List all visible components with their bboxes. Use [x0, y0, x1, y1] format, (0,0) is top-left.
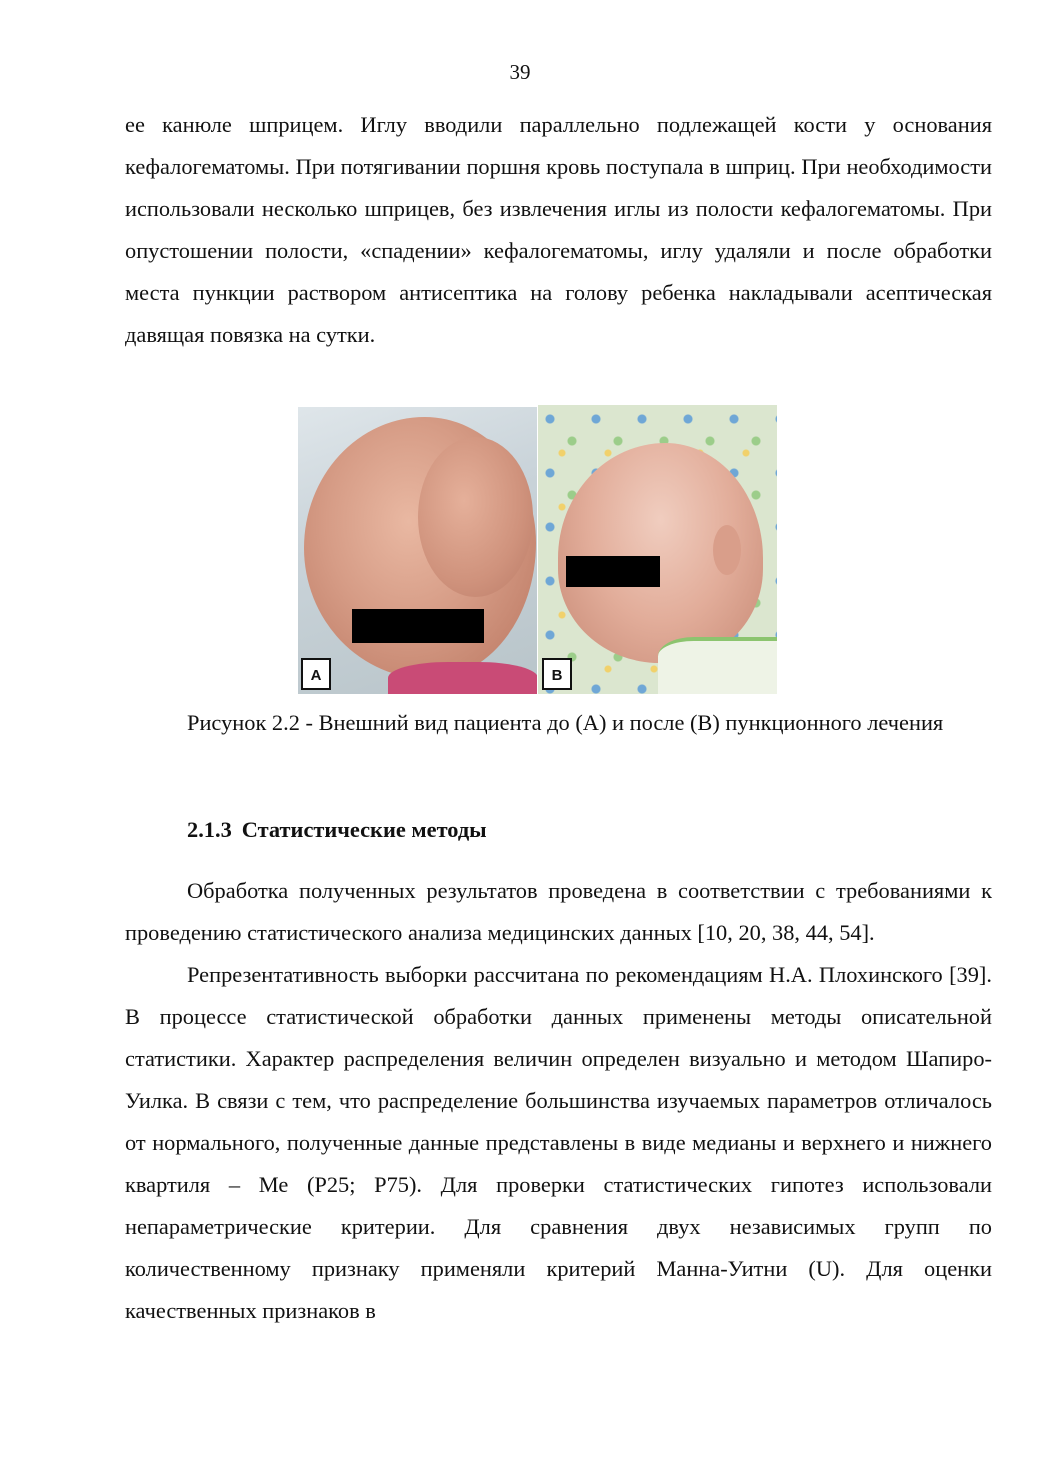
body-text-block: [125, 870, 992, 1332]
paragraph: Обработка полученных результатов проведена в соответствии с требованиями к проведению статистического анализа медицинских данных [10, 20, 38, 44, 54].: [125, 878, 992, 945]
patient-photo-after: [538, 405, 777, 694]
infant-ear: [713, 525, 741, 575]
patient-photo-before: [298, 407, 537, 694]
paragraph: Репрезентативность выборки рассчитана по рекомендациям Н.А. Плохинского [39]. В процессе статистической обработки данных применены методы описательной статистики. Характер распределения величин определен визуально и методом Шапиро-Уилка. В связи с тем, что распределение большинства изучаемых параметров отличалось от нормального, полученные данные представлены в виде медианы и верхнего и нижнего квартиля – Ме (Р25; Р75). Для проверки статистических гипотез использовали непараметрические критерии. Для сравнения двух независимых групп по количественному признаку применяли критерий Манна-Уитни (U). Для оценки качественных признаков в: [125, 962, 992, 1323]
panel-label-b: В: [542, 658, 572, 690]
section-number: 2.1.3: [187, 817, 232, 842]
section-heading: [187, 809, 487, 851]
face-censor-bar: [352, 609, 484, 643]
top-paragraph: ее канюле шприцем. Иглу вводили параллельно подлежащей кости у основания кефалогематомы. При потягивании поршня кровь поступала в шприц. При необходимости использовали несколько шприцев, без извлечения иглы из полости кефалогематомы. При опустошении полости, «спадении» кефалогематомы, иглу удаляли и после обработки места пункции раствором антисептика на голову ребенка накладывали асептическая давящая повязка на сутки.: [125, 112, 992, 347]
infant-clothing-collar: [658, 637, 777, 694]
section-title: Статистические методы: [241, 817, 487, 842]
figure-2-2: [298, 405, 777, 694]
figure-caption: Рисунок 2.2 - Внешний вид пациента до (А) и после (В) пункционного лечения: [187, 710, 944, 735]
top-paragraph-block: [125, 104, 992, 356]
page-number: 39: [509, 60, 531, 84]
panel-label-a: А: [301, 658, 331, 690]
cephalhematoma-swelling: [418, 437, 533, 597]
infant-clothing: [388, 662, 537, 694]
face-censor-bar: [566, 556, 660, 587]
